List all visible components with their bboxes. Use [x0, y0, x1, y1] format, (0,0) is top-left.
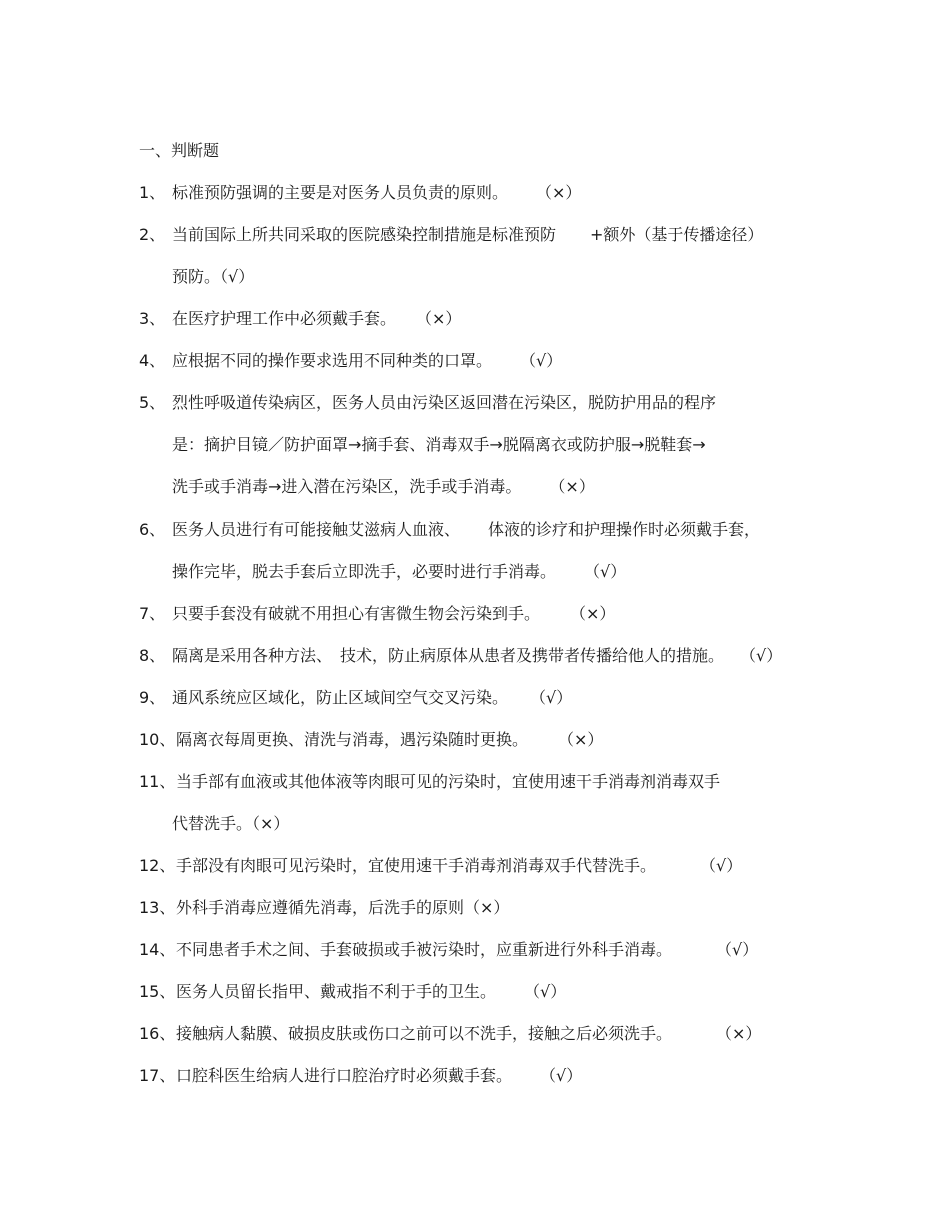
- question-number: 11、: [139, 772, 176, 791]
- answer-mark: （√）: [540, 1066, 583, 1085]
- question-text: +额外（基于传播途径）: [590, 225, 764, 244]
- question-number: 5、: [139, 393, 166, 412]
- question-number: 4、: [139, 351, 166, 370]
- answer-mark: （×）: [570, 604, 616, 623]
- answer-mark: （√）: [716, 940, 759, 959]
- question-text: 标准预防强调的主要是对医务人员负责的原则。: [172, 183, 509, 202]
- answer-mark: （×）: [716, 1024, 762, 1043]
- answer-mark: （√）: [740, 646, 783, 665]
- answer-mark: （√）: [584, 562, 627, 581]
- question-text: 外科手消毒应遵循先消毒，后洗手的原则（×）: [176, 898, 510, 917]
- answer-mark: （×）: [416, 309, 462, 328]
- answer-mark: （×）: [558, 730, 604, 749]
- answer-mark: （√）: [530, 688, 573, 707]
- question-text: 烈性呼吸道传染病区，医务人员由污染区返回潜在污染区，脱防护用品的程序: [172, 393, 717, 412]
- question-text: 是：摘护目镜／防护面罩→摘手套、消毒双手→脱隔离衣或防护服→脱鞋套→: [172, 435, 706, 454]
- question-text: 接触病人黏膜、破损皮肤或伤口之前可以不洗手，接触之后必须洗手。: [176, 1024, 673, 1043]
- question-text: 应根据不同的操作要求选用不同种类的口罩。: [172, 351, 493, 370]
- question-text: 医务人员进行有可能接触艾滋病人血液、: [172, 520, 461, 539]
- question-number: 6、: [139, 520, 166, 539]
- question-text: 体液的诊疗和护理操作时必须戴手套，: [488, 520, 761, 539]
- question-text: 在医疗护理工作中必须戴手套。: [172, 309, 397, 328]
- question-text: 医务人员留长指甲、戴戒指不利于手的卫生。: [176, 982, 497, 1001]
- question-text: 手部没有肉眼可见污染时，宜使用速干手消毒剂消毒双手代替洗手。: [176, 856, 657, 875]
- question-text: 通风系统应区域化，防止区域间空气交叉污染。: [172, 688, 509, 707]
- question-number: 15、: [139, 982, 176, 1001]
- question-number: 13、: [139, 898, 176, 917]
- answer-mark: （×）: [549, 477, 595, 496]
- question-text: 口腔科医生给病人进行口腔治疗时必须戴手套。: [176, 1066, 513, 1085]
- question-text: 技术，防止病原体从患者及携带者传播给他人的措施。: [340, 646, 725, 665]
- section-title: 一、判断题: [139, 141, 220, 160]
- question-text: 操作完毕，脱去手套后立即洗手，必要时进行手消毒。: [172, 562, 557, 581]
- question-text: 隔离衣每周更换、清洗与消毒，遇污染随时更换。: [176, 730, 529, 749]
- question-number: 17、: [139, 1066, 176, 1085]
- question-number: 1、: [139, 183, 166, 202]
- answer-mark: （×）: [536, 183, 582, 202]
- question-text: 代替洗手。（×）: [172, 814, 290, 833]
- question-number: 9、: [139, 688, 166, 707]
- question-number: 16、: [139, 1024, 176, 1043]
- question-text: 隔离是采用各种方法、: [172, 646, 333, 665]
- question-number: 12、: [139, 856, 176, 875]
- question-text: 当前国际上所共同采取的医院感染控制措施是标准预防: [172, 225, 557, 244]
- question-number: 14、: [139, 940, 176, 959]
- answer-mark: （√）: [520, 351, 563, 370]
- question-number: 7、: [139, 604, 166, 623]
- question-number: 8、: [139, 646, 166, 665]
- question-text: 只要手套没有破就不用担心有害微生物会污染到手。: [172, 604, 541, 623]
- question-number: 2、: [139, 225, 166, 244]
- question-number: 3、: [139, 309, 166, 328]
- question-text: 当手部有血液或其他体液等肉眼可见的污染时，宜使用速干手消毒剂消毒双手: [176, 772, 721, 791]
- answer-mark: （√）: [524, 982, 567, 1001]
- question-number: 10、: [139, 730, 176, 749]
- question-text: 洗手或手消毒→进入潜在污染区，洗手或手消毒。: [172, 477, 522, 496]
- question-text: 不同患者手术之间、手套破损或手被污染时，应重新进行外科手消毒。: [176, 940, 673, 959]
- question-text: 预防。（√）: [172, 267, 255, 286]
- answer-mark: （√）: [700, 856, 743, 875]
